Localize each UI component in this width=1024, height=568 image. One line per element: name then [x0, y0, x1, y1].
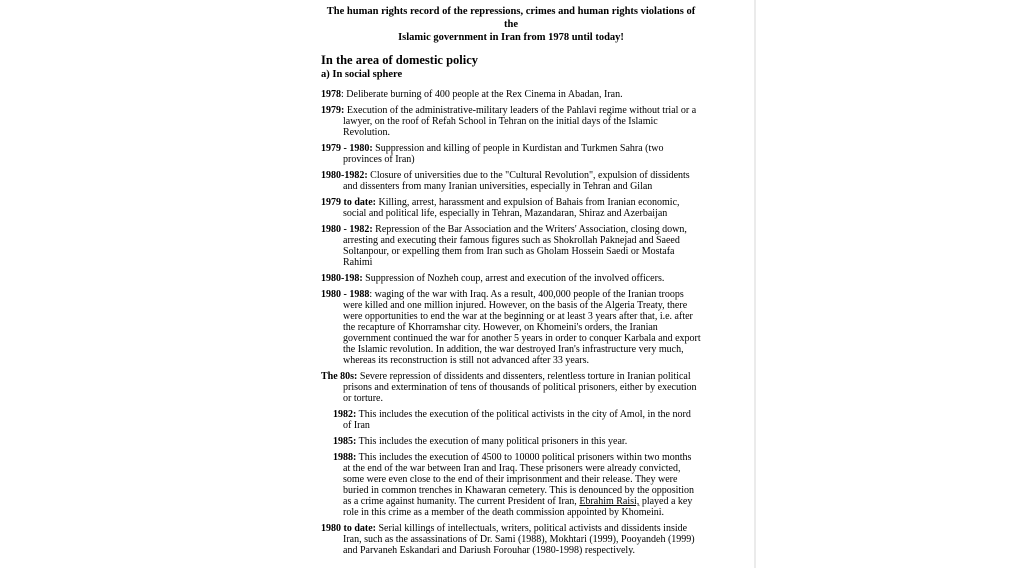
subsection-heading: a) In social sphere — [321, 69, 403, 80]
entry-text: played a key role in this crime as a member of the death commission appointed by Khomeini. — [343, 496, 693, 518]
entry-text: This includes the execution of many political prisoners in this year. — [356, 436, 628, 447]
entry-text: : Deliberate burning of 400 people at the Rex Cinema in Abadan, Iran. — [341, 89, 623, 100]
entry-text: Closure of universities due to the "Cultural Revolution", expulsion of dissidents and dissenters from many Iranian universities, especially in Tehran and Gilan — [343, 170, 690, 192]
timeline-entry-1979-1980 — [321, 143, 701, 165]
entry-year-label: 1985: — [333, 436, 357, 447]
entry-year-label: 1979 - 1980: — [321, 143, 373, 154]
timeline-entry-1980-1988-war — [321, 289, 701, 366]
entry-year-label: 1982: — [333, 409, 357, 420]
document-title-line-1: The human rights record of the repressions, crimes and human rights violations of the — [326, 6, 696, 30]
timeline-entry-1980-1982-bar-association — [321, 224, 701, 268]
entry-text: Execution of the administrative-military leaders of the Pahlavi regime without trial or a lawyer, on the roof of Refah School in Tehran on the initial days of the Islamic Revolution. — [343, 105, 697, 138]
entry-text: Suppression of Nozheh coup, arrest and execution of the involved officers. — [362, 273, 665, 284]
entry-text: Suppression and killing of people in Kurdistan and Turkmen Sahra (two provinces of Iran) — [343, 143, 664, 165]
page-edge-line — [754, 0, 756, 568]
entry-text: Severe repression of dissidents and dissenters, relentless torture in Iranian political prisons and extermination of tens of thousands of political prisoners, either by execution or torture. — [343, 371, 697, 404]
section-heading: In the area of domestic policy — [321, 53, 479, 67]
entry-year-label: 1979: — [321, 105, 345, 116]
entry-text: Repression of the Bar Association and the Writers' Association, closing down, arresting and executing their famous figures such as Shokrollah Paknejad and Saeed Soltanpour, or expelling them from Iran such as Gholam Hossein Saedi or Mostafa Rahimi — [343, 224, 687, 268]
entry-year-label: 1988: — [333, 452, 357, 463]
timeline-entry-1980-to-date — [321, 523, 701, 556]
entry-year-label: 1979 to date: — [321, 197, 376, 208]
ebrahim-raisi-link[interactable]: Ebrahim Raisi, — [579, 496, 640, 507]
entry-year-label: 1980 - 1982: — [321, 224, 373, 235]
timeline-entry-1979 — [321, 105, 701, 138]
document-title — [321, 5, 701, 44]
timeline-subentry-1982 — [333, 409, 701, 431]
entry-year-label: 1980-198: — [321, 273, 363, 284]
entry-year-label: The 80s: — [321, 371, 358, 382]
entry-text: This includes the execution of the political activists in the city of Amol, in the nord of Iran — [343, 409, 691, 431]
timeline-entry-1980-198 — [321, 273, 701, 284]
document-title-line-2: Islamic government in Iran from 1978 until today! — [398, 32, 624, 43]
entry-text: This includes the execution of 4500 to 10000 political prisoners within two months at the end of the war between Iran and Iraq. These prisoners were already convicted, some were even close to the end of their imprisonment and their release. They were buried in common trenches in Khawaran cemetery. This is denounced by the opposition as a crime against humanity. The current President of Iran, — [343, 452, 695, 507]
timeline-entry-1979-to-date — [321, 197, 701, 219]
timeline-entries — [321, 89, 701, 556]
timeline-subentry-1988 — [333, 452, 701, 518]
entry-year-label: 1980-1982: — [321, 170, 368, 181]
document-page — [321, 5, 701, 561]
timeline-entry-the-80s — [321, 371, 701, 404]
entry-text: Killing, arrest, harassment and expulsion of Bahais from Iranian economic, social and political life, especially in Tehran, Mazandaran, Shiraz and Azerbaijan — [343, 197, 680, 219]
timeline-entry-1978 — [321, 89, 701, 100]
timeline-subentry-1985 — [333, 436, 701, 447]
entry-text: : waging of the war with Iraq. As a result, 400,000 people of the Iranian troops were killed and one million injured. However, on the basis of the Algeria Treaty, there were opportunities to end the war at the beginning or at least 3 years after that, i.e. after the recapture of Khorramshar city. However, on Khomeini's orders, the Iranian government continued the war for another 5 years in order to conquer Karbala and export the Islamic revolution. In addition, the war destroyed Iran's infrastructure very much, whereas its reconstruction is still not advanced after 33 years. — [343, 289, 701, 366]
entry-year-label: 1980 to date: — [321, 523, 376, 534]
entry-text: Serial killings of intellectuals, writers, political activists and dissidents inside Iran, such as the assassinations of Dr. Sami (1988), Mokhtari (1999), Pooyandeh (1999) and Parvaneh Eskandari and Dariush Forouhar (1980-1998) respectively. — [343, 523, 695, 556]
entry-year-label: 1978 — [321, 89, 341, 100]
timeline-entry-1980-1982-universities — [321, 170, 701, 192]
entry-year-label: 1980 - 1988 — [321, 289, 370, 300]
